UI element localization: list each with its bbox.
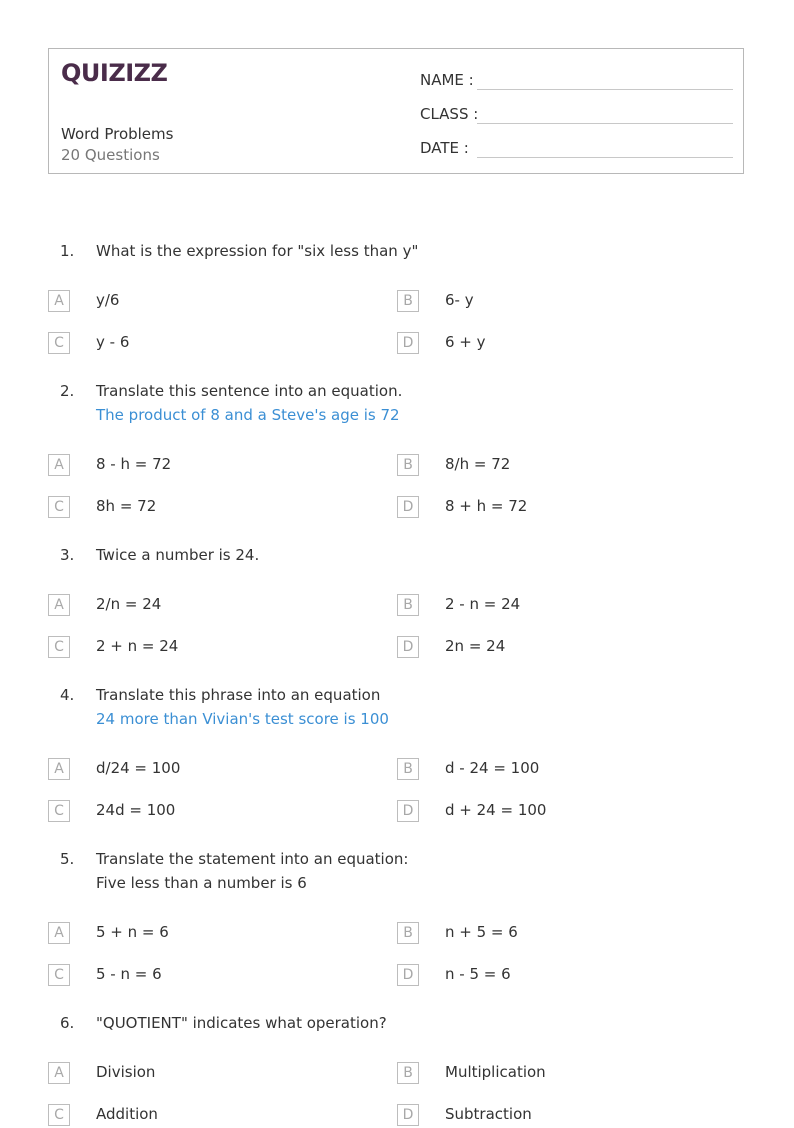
option-text: 6 + y <box>445 333 486 351</box>
option-letter-box: B <box>397 922 419 944</box>
option-text: 5 - n = 6 <box>96 965 162 983</box>
option-letter-box: C <box>48 800 70 822</box>
name-line <box>477 89 733 90</box>
question-subtext: 24 more than Vivian's test score is 100 <box>96 710 389 728</box>
question-number: 6. <box>60 1014 75 1032</box>
class-field[interactable] <box>420 101 733 125</box>
option-text: Subtraction <box>445 1105 532 1123</box>
option-letter-box: C <box>48 332 70 354</box>
question-text: What is the expression for "six less than y" <box>96 242 419 260</box>
option-letter-box: A <box>48 454 70 476</box>
question-text: Twice a number is 24. <box>96 546 260 564</box>
option-letter-box: C <box>48 636 70 658</box>
option-letter-box: B <box>397 1062 419 1084</box>
class-line <box>477 123 733 124</box>
option-letter-box: D <box>397 800 419 822</box>
option-text: 5 + n = 6 <box>96 923 169 941</box>
option-letter-box: C <box>48 964 70 986</box>
option-text: d/24 = 100 <box>96 759 181 777</box>
option-text: d - 24 = 100 <box>445 759 540 777</box>
date-field[interactable] <box>420 135 733 159</box>
option-letter-box: D <box>397 964 419 986</box>
option-text: Addition <box>96 1105 158 1123</box>
option-letter-box: C <box>48 496 70 518</box>
option-text: 6- y <box>445 291 474 309</box>
question-subtext: The product of 8 and a Steve's age is 72 <box>96 406 400 424</box>
option-text: Multiplication <box>445 1063 546 1081</box>
question-number: 4. <box>60 686 75 704</box>
option-letter-box: D <box>397 636 419 658</box>
option-letter-box: C <box>48 1104 70 1126</box>
question-count: 20 Questions <box>61 146 160 164</box>
option-text: 8h = 72 <box>96 497 157 515</box>
option-text: 8 + h = 72 <box>445 497 528 515</box>
worksheet-title: Word Problems <box>61 125 174 143</box>
option-text: 24d = 100 <box>96 801 176 819</box>
question-number: 3. <box>60 546 75 564</box>
option-letter-box: D <box>397 496 419 518</box>
question-number: 1. <box>60 242 75 260</box>
option-letter-box: B <box>397 454 419 476</box>
option-letter-box: A <box>48 922 70 944</box>
option-letter-box: D <box>397 1104 419 1126</box>
question-text: "QUOTIENT" indicates what operation? <box>96 1014 387 1032</box>
question-text: Translate the statement into an equation: <box>96 850 409 868</box>
option-text: 8 - h = 72 <box>96 455 172 473</box>
quizizz-logo: QUIZIZZ <box>61 59 168 87</box>
class-label: CLASS : <box>420 105 479 123</box>
option-letter-box: B <box>397 290 419 312</box>
option-letter-box: A <box>48 594 70 616</box>
option-text: 2 - n = 24 <box>445 595 521 613</box>
option-text: 2 + n = 24 <box>96 637 179 655</box>
option-letter-box: D <box>397 332 419 354</box>
option-text: Division <box>96 1063 156 1081</box>
option-letter-box: B <box>397 594 419 616</box>
option-text: 2/n = 24 <box>96 595 162 613</box>
option-letter-box: A <box>48 758 70 780</box>
option-letter-box: A <box>48 290 70 312</box>
question-number: 2. <box>60 382 75 400</box>
question-text: Translate this sentence into an equation. <box>96 382 403 400</box>
option-text: 8/h = 72 <box>445 455 511 473</box>
name-label: NAME : <box>420 71 474 89</box>
question-text: Translate this phrase into an equation <box>96 686 381 704</box>
worksheet-header <box>48 48 744 174</box>
option-text: y - 6 <box>96 333 130 351</box>
date-line <box>477 157 733 158</box>
option-text: n - 5 = 6 <box>445 965 511 983</box>
date-label: DATE : <box>420 139 469 157</box>
option-text: n + 5 = 6 <box>445 923 518 941</box>
question-number: 5. <box>60 850 75 868</box>
option-letter-box: A <box>48 1062 70 1084</box>
option-text: y/6 <box>96 291 120 309</box>
option-letter-box: B <box>397 758 419 780</box>
option-text: 2n = 24 <box>445 637 506 655</box>
name-field[interactable] <box>420 67 733 91</box>
option-text: d + 24 = 100 <box>445 801 547 819</box>
question-subtext: Five less than a number is 6 <box>96 874 307 892</box>
